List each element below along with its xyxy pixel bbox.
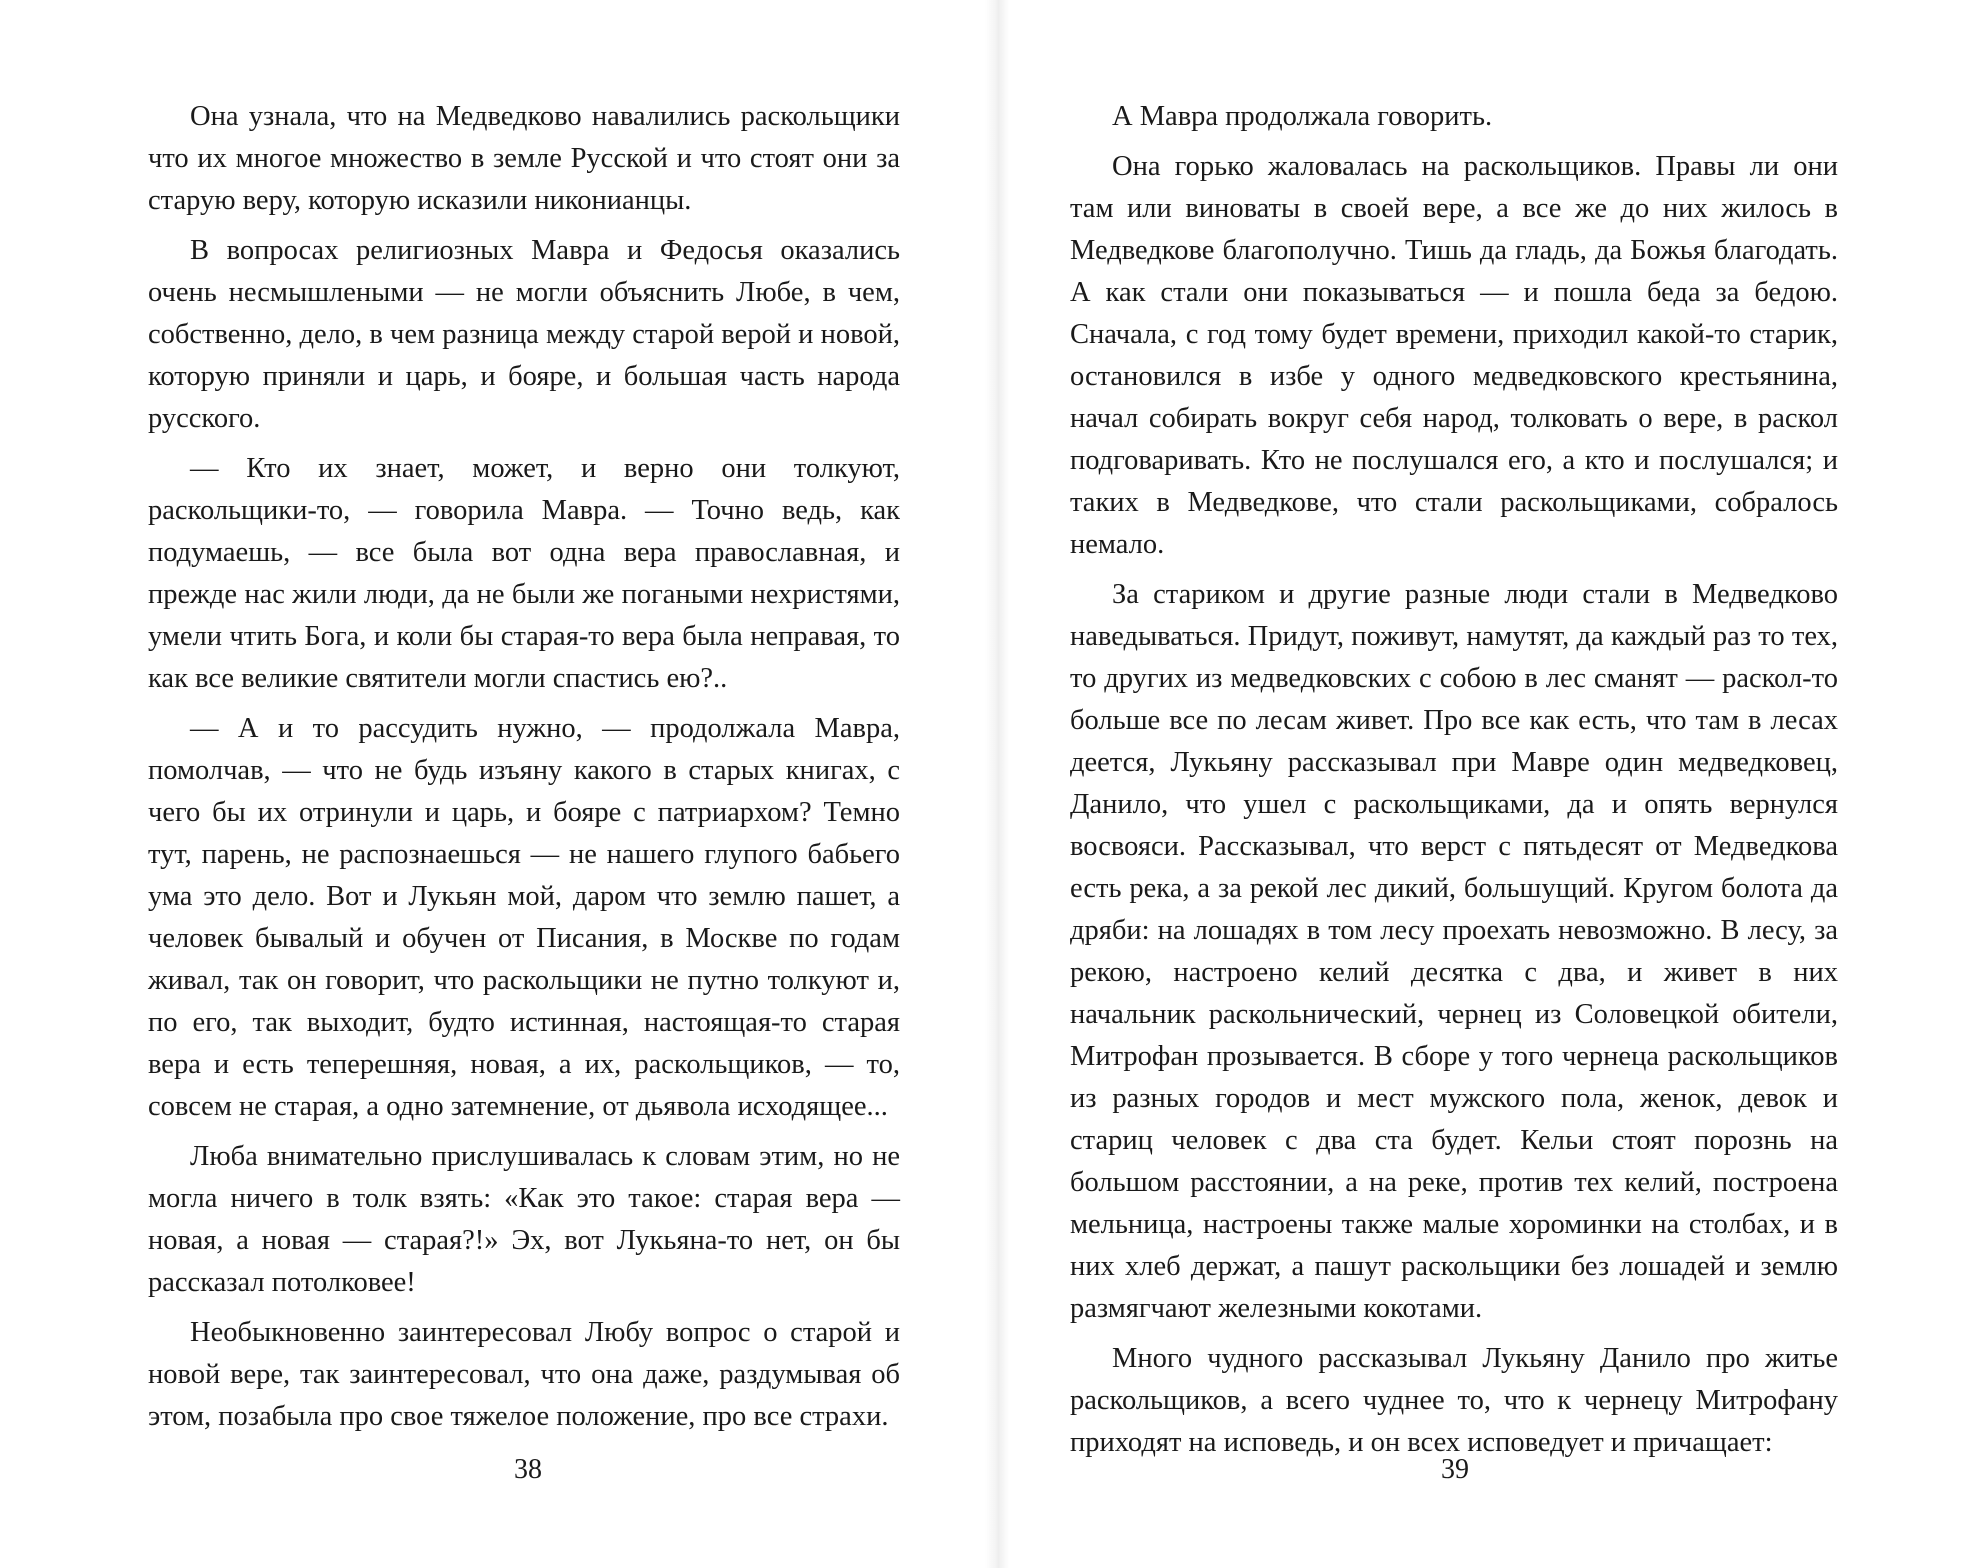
paragraph: — Кто их знает, может, и верно они толкуют, раскольщики-то, — говорила Мавра. — Точно ведь, как подумаешь, — все была вот одна вера православная, и прежде нас жили люди, да не были же погаными нехристями, умели чтить Бога, и коли бы старая-то вера была неправая, то как все великие святители могли спастись ею?..	[148, 453, 900, 694]
page-number-right: 39	[1441, 1454, 1469, 1485]
book-gutter	[985, 0, 1009, 1568]
paragraph: Она узнала, что на Медведково навалились раскольщики что их многое множество в земле Русской и что стоят они за старую веру, которую исказили никонианцы.	[148, 101, 900, 216]
page-number-left: 38	[514, 1454, 542, 1485]
paragraph: — А и то рассудить нужно, — продолжала Мавра, помолчав, — что не будь изъяну какого в старых книгах, с чего бы их отринули и царь, и бояре с патриархом? Темно тут, парень, не распознаешься — не нашего глупого бабьего ума это дело. Вот и Лукьян мой, даром что землю пашет, а человек бывалый и обучен от Писания, в Москве по годам живал, так он говорит, что раскольщики не путно толкуют и, по его, так выходит, будто истинная, настоящая-то старая вера и есть теперешняя, новая, а их, раскольщиков, — то, совсем не старая, а одно затемнение, от дьявола исходящее...	[148, 713, 900, 1122]
paragraph: Люба внимательно прислушивалась к словам этим, но не могла ничего в толк взять: «Как это такое: старая вера — новая, а новая — старая?!» Эх, вот Лукьяна-то нет, он бы рассказал потолковее!	[148, 1141, 900, 1298]
paragraph: Много чудного рассказывал Лукьяну Данило про житье раскольщиков, а всего чуднее то, что к чернецу Митрофану приходят на исповедь, и он всех исповедует и причащает:	[1070, 1343, 1838, 1458]
right-page	[1070, 96, 1838, 1464]
paragraph: Она горько жаловалась на раскольщиков. Правы ли они там или виноваты в своей вере, а все же до них жилось в Медведкове благополучно. Тишь да гладь, да Божья благодать. А как стали они показываться — и пошла беда за бедою. Сначала, с год тому будет времени, приходил какой-то старик, остановился в избе у одного медведковского крестьянина, начал собирать вокруг себя народ, толковать о вере, в раскол подговаривать. Кто не послушался его, а кто и послушался; и таких в Медведкове, что стали раскольщиками, собралось немало.	[1070, 151, 1838, 560]
paragraph: А Мавра продолжала говорить.	[1112, 101, 1493, 132]
paragraph: Необыкновенно заинтересовал Любу вопрос о старой и новой вере, так заинтересовал, что она даже, раздумывая об этом, позабыла про свое тяжелое положение, про все страхи.	[148, 1317, 900, 1432]
paragraph: За стариком и другие разные люди стали в Медведково наведываться. Придут, поживут, намутят, да каждый раз то тех, то других из медведковских с собою в лес сманят — раскол-то больше все по лесам живет. Про все как есть, что там в лесах деется, Лукьяну рассказывал при Мавре один медведковец, Данило, что ушел с раскольщиками, да и опять вернулся восвояси. Рассказывал, что верст с пятьдесят от Медведкова есть река, а за рекой лес дикий, большущий. Кругом болота да дряби: на лошадях в том лесу проехать невозможно. В лесу, за рекою, настроено келий десятка с два, и живет в них начальник раскольнический, чернец из Соловецкой обители, Митрофан прозывается. В сборе у того чернеца раскольщиков из разных городов и мест мужского пола, женок, девок и стариц человек с два ста будет. Кельи стоят порознь на большом расстоянии, а на реке, против тех келий, построена мельница, настроены также малые хороминки на столбах, и в них хлеб держат, а пашут раскольщики без лошадей и землю размягчают железными кокотами.	[1070, 579, 1838, 1324]
paragraph: В вопросах религиозных Мавра и Федосья оказались очень несмышлеными — не могли объяснить Любе, в чем, собственно, дело, в чем разница между старой верой и новой, которую приняли и царь, и бояре, и большая часть народа русского.	[148, 235, 900, 434]
left-page	[148, 96, 900, 1438]
